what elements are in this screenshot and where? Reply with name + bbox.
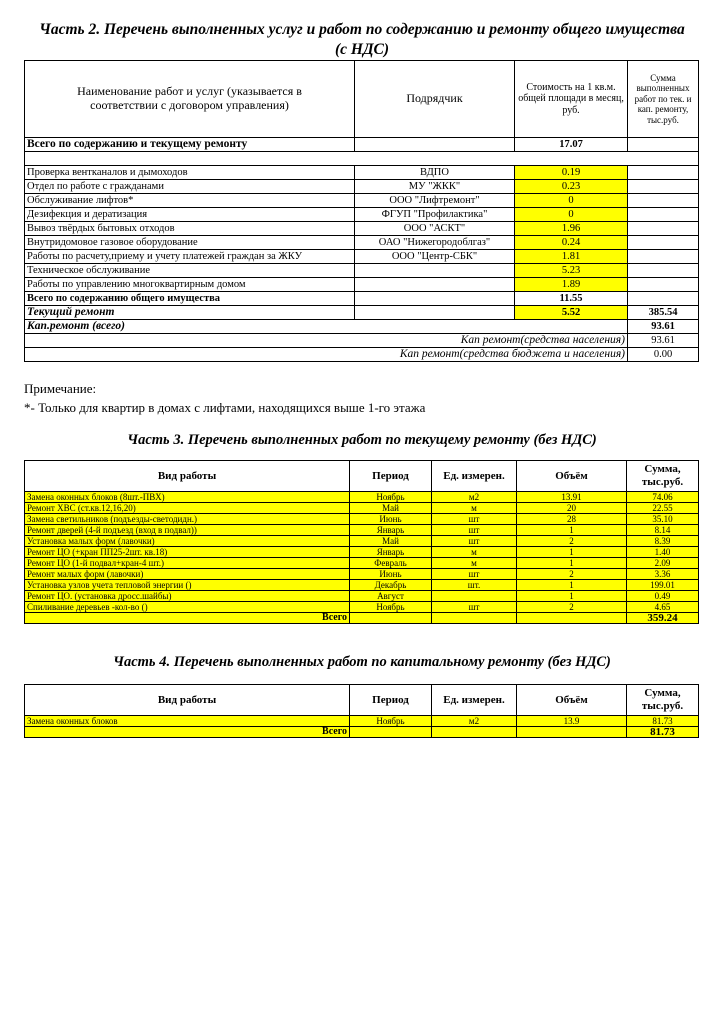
part4-header-work: Вид работы <box>25 685 350 716</box>
part2-row-name: Отдел по работе с гражданами <box>25 180 355 194</box>
part3-row <box>25 591 699 602</box>
part2-total-cost: 17.07 <box>515 138 628 152</box>
part3-total-label: Всего <box>25 613 350 624</box>
note-text: *- Только для квартир в домах с лифтами, находящихся выше 1-го этажа <box>24 400 426 415</box>
part2-row <box>25 222 699 236</box>
part2-row-cost: 0.19 <box>515 166 628 180</box>
part2-maintenance-total-label: Всего по содержанию общего имущества <box>25 292 355 306</box>
part3-row-sum: 8.39 <box>627 536 699 547</box>
part2-row-contractor: ФГУП "Профилактика" <box>355 208 515 222</box>
part2-current-repair-label: Текущий ремонт <box>25 306 355 320</box>
part3-row-unit: шт. <box>432 580 517 591</box>
part3-row-sum: 35.10 <box>627 514 699 525</box>
part2-row-name: Обслуживание лифтов* <box>25 194 355 208</box>
part2-row <box>25 236 699 250</box>
part2-title-line1: Часть 2. Перечень выполненных услуг и работ по содержанию и ремонту общего имущества <box>39 21 685 38</box>
part3-row-sum: 74.06 <box>627 492 699 503</box>
part2-header-name: Наименование работ и услуг (указывается в соответствии с договором управления) <box>25 61 355 138</box>
part3-row-work: Ремонт ЦО (+кран ПП25-2шт. кв.18) <box>25 547 350 558</box>
part3-row <box>25 514 699 525</box>
part4-row-sum: 81.73 <box>627 716 699 727</box>
part3-header-volume: Объём <box>517 461 627 492</box>
part3-row-work: Ремонт дверей (4-й подъезд (вход в подвал)) <box>25 525 350 536</box>
part3-row-unit: шт <box>432 536 517 547</box>
part3-row <box>25 602 699 613</box>
part2-row-contractor <box>355 264 515 278</box>
part3-row-unit: м <box>432 503 517 514</box>
part3-row-unit: м <box>432 558 517 569</box>
part2-row-cost: 1.96 <box>515 222 628 236</box>
part3-row-volume: 20 <box>517 503 627 514</box>
part3-row <box>25 492 699 503</box>
part2-maintenance-total-row <box>25 292 699 306</box>
note-title: Примечание: <box>24 381 97 396</box>
part2-empty-row <box>25 152 699 166</box>
part2-cap-repair-pop-sum: 93.61 <box>628 334 699 348</box>
part3-row-sum: 4.65 <box>627 602 699 613</box>
part2-row-contractor: ООО "Центр-СБК" <box>355 250 515 264</box>
part2-row-cost: 1.81 <box>515 250 628 264</box>
part2-row-contractor: ВДПО <box>355 166 515 180</box>
part3-row-volume: 13.91 <box>517 492 627 503</box>
part2-row-cost: 0 <box>515 208 628 222</box>
part4-header-volume: Объём <box>517 685 627 716</box>
part2-cap-repair-budget-sum: 0.00 <box>628 348 699 362</box>
part3-row-work: Ремонт ХВС (ст.кв.12,16,20) <box>25 503 350 514</box>
part2-cap-repair-sum: 93.61 <box>628 320 699 334</box>
part4-row-unit: м2 <box>432 716 517 727</box>
part2-row-cost: 5.23 <box>515 264 628 278</box>
part2-cap-repair-budget-label: Кап ремонт(средства бюджета и населения) <box>25 348 628 362</box>
part2-row-name: Вывоз твёрдых бытовых отходов <box>25 222 355 236</box>
part3-total-sum: 359.24 <box>627 613 699 624</box>
part4-table <box>24 684 699 738</box>
part3-row-period: Ноябрь <box>350 602 432 613</box>
part2-row <box>25 264 699 278</box>
part3-row-sum: 1.40 <box>627 547 699 558</box>
part2-cap-repair-pop-label: Кап ремонт(средства населения) <box>25 334 628 348</box>
part3-row-period: Июнь <box>350 569 432 580</box>
part3-row <box>25 525 699 536</box>
part3-row-sum: 3.36 <box>627 569 699 580</box>
part2-cap-repair-budget-row <box>25 348 699 362</box>
part3-row-work: Ремонт ЦО. (установка дросс.шайбы) <box>25 591 350 602</box>
part3-row-work: Установка малых форм (лавочки) <box>25 536 350 547</box>
part3-row-sum: 8.14 <box>627 525 699 536</box>
part2-row-sum <box>628 278 699 292</box>
part3-row-volume: 1 <box>517 580 627 591</box>
part2-row-cost: 1.89 <box>515 278 628 292</box>
part3-title: Часть 3. Перечень выполненных работ по текущему ремонту (без НДС) <box>127 432 597 448</box>
part3-row <box>25 536 699 547</box>
part3-row <box>25 503 699 514</box>
part4-header-sum: Сумма, тыс.руб. <box>627 685 699 716</box>
part2-row-name: Работы по расчету,приему и учету платежей граждан за ЖКУ <box>25 250 355 264</box>
part2-row-sum <box>628 250 699 264</box>
part2-row-contractor <box>355 278 515 292</box>
part2-row-contractor: МУ "ЖКК" <box>355 180 515 194</box>
part3-row-work: Установка узлов учета тепловой энергии () <box>25 580 350 591</box>
part3-row-volume: 1 <box>517 591 627 602</box>
part3-row-sum: 0.49 <box>627 591 699 602</box>
part2-row <box>25 194 699 208</box>
part2-row-sum <box>628 194 699 208</box>
part2-row <box>25 166 699 180</box>
part3-row-period: Июнь <box>350 514 432 525</box>
part2-row <box>25 208 699 222</box>
part2-row-name: Проверка вентканалов и дымоходов <box>25 166 355 180</box>
part2-header-sum: Сумма выполненных работ по тек. и кап. ремонту, тыс.руб. <box>628 61 699 138</box>
part3-total-row <box>25 613 699 624</box>
part3-row <box>25 547 699 558</box>
part2-table <box>24 60 699 362</box>
part3-row-volume: 2 <box>517 602 627 613</box>
part3-row-period: Январь <box>350 547 432 558</box>
part3-row-period: Декабрь <box>350 580 432 591</box>
part4-row-period: Ноябрь <box>350 716 432 727</box>
part2-title-line2: (с НДС) <box>334 41 390 58</box>
part3-row-unit: шт <box>432 514 517 525</box>
part3-row-work: Замена светильников (подъезды-светодидн.) <box>25 514 350 525</box>
part3-row-work: Ремонт ЦО (1-й подвал+кран-4 шт.) <box>25 558 350 569</box>
part2-row-cost: 0.24 <box>515 236 628 250</box>
part3-row-period: Август <box>350 591 432 602</box>
part3-row-sum: 199.01 <box>627 580 699 591</box>
part3-row-work: Замена оконных блоков (8шт.-ПВХ) <box>25 492 350 503</box>
part3-row-volume: 1 <box>517 525 627 536</box>
part3-row-volume: 2 <box>517 569 627 580</box>
part4-row <box>25 716 699 727</box>
part2-row-contractor: ООО "АСКТ" <box>355 222 515 236</box>
part2-total-label: Всего по содержанию и текущему ремонту <box>25 138 355 152</box>
part3-row <box>25 569 699 580</box>
part2-row-contractor: ООО "Лифтремонт" <box>355 194 515 208</box>
part3-row-unit: шт <box>432 569 517 580</box>
part2-row-sum <box>628 264 699 278</box>
part3-row-period: Январь <box>350 525 432 536</box>
part2-row-name: Работы по управлению многоквартирным домом <box>25 278 355 292</box>
part4-total-label: Всего <box>25 727 350 738</box>
part2-row-sum <box>628 166 699 180</box>
part2-cap-repair-pop-row <box>25 334 699 348</box>
part2-row-sum <box>628 236 699 250</box>
part2-row-name: Дезифекция и дератизация <box>25 208 355 222</box>
part3-row-unit: шт <box>432 525 517 536</box>
part2-row-sum <box>628 222 699 236</box>
part2-row-contractor: ОАО "Нижегородоблгаз" <box>355 236 515 250</box>
part3-row-period: Май <box>350 503 432 514</box>
part2-row <box>25 250 699 264</box>
part2-row <box>25 278 699 292</box>
part3-row-period: Май <box>350 536 432 547</box>
part3-table <box>24 460 699 624</box>
part2-row-cost: 0.23 <box>515 180 628 194</box>
part3-row-sum: 22.55 <box>627 503 699 514</box>
part2-row-sum <box>628 180 699 194</box>
part4-row-volume: 13.9 <box>517 716 627 727</box>
part4-total-row <box>25 727 699 738</box>
part4-header-unit: Ед. измерен. <box>432 685 517 716</box>
part4-row-work: Замена оконных блоков <box>25 716 350 727</box>
part3-row-unit <box>432 591 517 602</box>
part3-header-work: Вид работы <box>25 461 350 492</box>
part2-row-sum <box>628 208 699 222</box>
part4-title: Часть 4. Перечень выполненных работ по капитальному ремонту (без НДС) <box>113 654 611 670</box>
part4-total-sum: 81.73 <box>627 727 699 738</box>
part3-row-volume: 1 <box>517 547 627 558</box>
part2-row-name: Техническое обслуживание <box>25 264 355 278</box>
part3-header-sum: Сумма, тыс.руб. <box>627 461 699 492</box>
part2-maintenance-total-cost: 11.55 <box>515 292 628 306</box>
part3-row-work: Спиливание деревьев -кол-во () <box>25 602 350 613</box>
part3-row-sum: 2.09 <box>627 558 699 569</box>
part3-row-work: Ремонт малых форм (лавочки) <box>25 569 350 580</box>
part2-total-row <box>25 138 699 152</box>
part3-row-period: Февраль <box>350 558 432 569</box>
part2-cap-repair-row <box>25 320 699 334</box>
part2-row-name: Внутридомовое газовое оборудование <box>25 236 355 250</box>
part3-row-volume: 2 <box>517 536 627 547</box>
part2-row-cost: 0 <box>515 194 628 208</box>
part3-header-unit: Ед. измерен. <box>432 461 517 492</box>
part2-cap-repair-label: Кап.ремонт (всего) <box>25 320 355 334</box>
part2-header-contractor: Подрядчик <box>355 61 515 138</box>
part2-current-repair-row <box>25 306 699 320</box>
part3-row <box>25 558 699 569</box>
part4-header-period: Период <box>350 685 432 716</box>
part3-row-unit: м <box>432 547 517 558</box>
part2-header-cost: Стоимость на 1 кв.м. общей площади в месяц, руб. <box>515 61 628 138</box>
part2-title <box>14 20 710 60</box>
part3-row-volume: 28 <box>517 514 627 525</box>
part3-header-period: Период <box>350 461 432 492</box>
part3-row-volume: 1 <box>517 558 627 569</box>
part2-row <box>25 180 699 194</box>
part2-current-repair-sum: 385.54 <box>628 306 699 320</box>
part3-row-period: Ноябрь <box>350 492 432 503</box>
part2-current-repair-cost: 5.52 <box>515 306 628 320</box>
part3-row-unit: м2 <box>432 492 517 503</box>
part3-row-unit: шт <box>432 602 517 613</box>
part3-row <box>25 580 699 591</box>
